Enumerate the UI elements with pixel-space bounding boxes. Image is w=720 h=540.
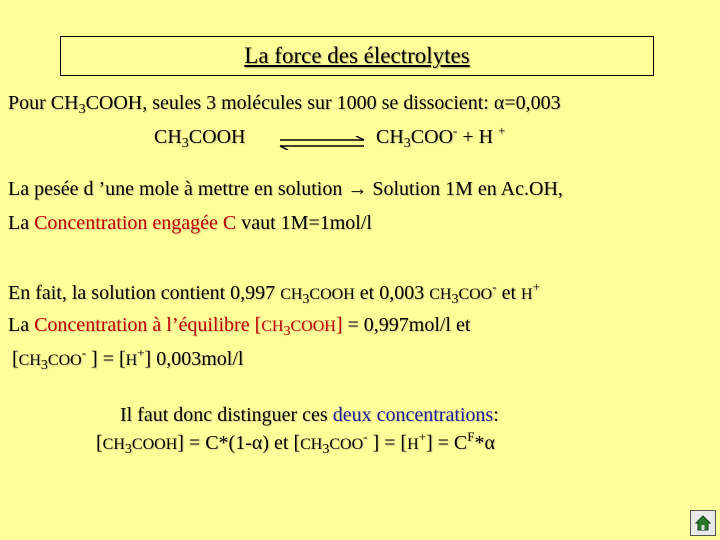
text: = 0,997mol/l et: [342, 314, 471, 336]
text: COOH: [188, 126, 246, 148]
text: H: [407, 436, 419, 453]
text: CH: [280, 286, 303, 303]
text: [: [96, 432, 103, 454]
text: COO: [410, 126, 454, 148]
text: *: [474, 432, 485, 454]
subscript: 3: [78, 102, 86, 117]
superscript: +: [418, 429, 426, 444]
text: La: [8, 212, 35, 234]
title-box: [60, 36, 654, 76]
text: Solution 1M en Ac.OH,: [367, 178, 563, 200]
formula-line: [96, 429, 495, 457]
text: Pour CH: [8, 92, 79, 114]
highlight-text: CH: [261, 318, 284, 335]
superscript: +: [532, 279, 540, 294]
alpha-symbol: α: [493, 92, 505, 114]
text: CH: [376, 126, 404, 148]
alpha-symbol: α: [484, 432, 495, 454]
text: COO: [329, 436, 364, 453]
subscript: 3: [124, 442, 132, 457]
subscript: 3: [302, 292, 310, 307]
highlight-text: Concentration à l’équilibre [: [34, 314, 262, 336]
text: CH: [102, 436, 125, 453]
text: CH: [300, 436, 323, 453]
highlight-text: COOH: [290, 318, 336, 335]
text: [: [12, 348, 19, 370]
text: et 0,003: [354, 282, 430, 304]
text: =0,003: [504, 92, 561, 114]
superscript: F: [467, 429, 475, 444]
superscript: -: [453, 123, 458, 138]
alpha-symbol: α: [251, 432, 263, 454]
superscript: +: [498, 123, 506, 138]
subscript: 3: [181, 136, 189, 151]
solution-content-line: [8, 279, 540, 307]
subscript: 3: [403, 136, 411, 151]
text: ) et [: [262, 432, 301, 454]
text: Il faut donc distinguer ces: [120, 404, 333, 426]
superscript: +: [137, 345, 145, 360]
text: COO: [458, 286, 493, 303]
slide-title: La force des électrolytes: [244, 43, 470, 68]
text: et: [496, 282, 521, 304]
text: COO: [47, 352, 82, 369]
text: vaut 1M=1mol/l: [236, 212, 372, 234]
text: ] = C: [425, 432, 468, 454]
superscript: -: [81, 345, 87, 360]
text: COOH, seules 3 molécules sur 1000 se dissocient:: [85, 92, 494, 114]
dissociation-line: [8, 92, 561, 115]
subscript: 3: [322, 442, 330, 457]
superscript: -: [363, 429, 368, 444]
text: COOH: [131, 436, 178, 453]
subscript: 3: [40, 358, 48, 373]
equilibrium-arrow-icon: [276, 136, 368, 150]
superscript: -: [492, 279, 497, 294]
text: H: [125, 352, 138, 369]
text: ] = [: [367, 432, 408, 454]
weighing-line: [8, 178, 563, 201]
highlight-text: ]: [335, 314, 343, 336]
arrow-icon: →: [347, 178, 368, 200]
text: H: [521, 286, 533, 303]
home-icon: [694, 514, 712, 532]
ion-concentration-line: [12, 345, 244, 373]
text: CH: [429, 286, 452, 303]
subscript: 3: [283, 324, 291, 339]
subscript: 3: [451, 292, 459, 307]
text: ] 0,003mol/l: [144, 348, 244, 370]
text: COOH: [309, 286, 355, 303]
highlight-text: Concentration engagée C: [34, 212, 237, 234]
text: CH: [154, 126, 182, 148]
highlight-text: deux concentrations: [332, 404, 494, 426]
text: ] = C*(1-: [177, 432, 252, 454]
text: En fait, la solution contient 0,997: [8, 282, 281, 304]
distinguish-line: [120, 404, 499, 427]
text: :: [493, 404, 499, 426]
text: + H: [457, 126, 499, 148]
text: La pesée d ’une mole à mettre en solution: [8, 178, 348, 200]
text: La: [8, 314, 35, 336]
text: CH: [18, 352, 41, 369]
text: ] = [: [86, 348, 126, 370]
equation-left: [154, 126, 245, 149]
equilibrium-concentration-line: [8, 314, 470, 337]
home-button[interactable]: [690, 510, 716, 536]
engaged-concentration-line: [8, 212, 372, 235]
equation-right: [376, 123, 506, 151]
